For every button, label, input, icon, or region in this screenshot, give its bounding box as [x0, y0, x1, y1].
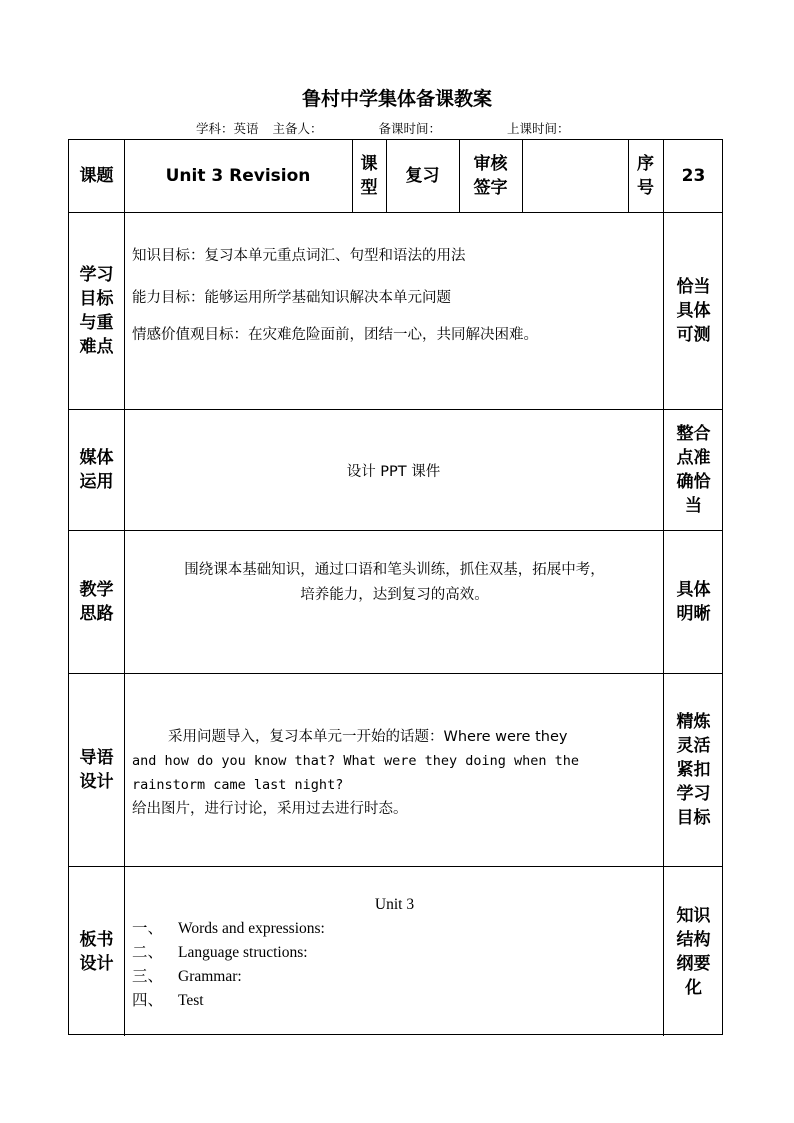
- approach-line-1: 围绕课本基础知识，通过口语和笔头训练，抓住双基，拓展中考，: [184, 562, 605, 578]
- review-label: 审核签字: [473, 154, 508, 198]
- approach-line-2: 培养能力，达到复习的高效。: [300, 587, 489, 603]
- media-label: 媒体运用: [79, 448, 114, 492]
- board-item-text: Language structions:: [178, 944, 308, 961]
- review-value[interactable]: [522, 140, 628, 212]
- board-item-num: 三、: [132, 968, 164, 985]
- intro-side-note: 精炼灵活紧扣学习目标: [676, 712, 711, 828]
- lesson-plan-table: [68, 139, 723, 1035]
- board-item: [132, 941, 657, 965]
- board-side-note: 知识结构纲要化: [676, 905, 711, 998]
- emotion-goal: 情感价值观目标：在灾难危险面前，团结一心，共同解决困难。: [132, 327, 538, 343]
- row-board: [69, 867, 722, 1036]
- type-label: 课型: [360, 154, 378, 198]
- intro-content: [132, 725, 660, 821]
- class-time-label: 上课时间：: [506, 121, 570, 136]
- subject-label: 学科：英语: [196, 121, 259, 136]
- board-item: [132, 917, 657, 941]
- board-item-num: 二、: [132, 944, 164, 961]
- knowledge-goal: 知识目标：复习本单元重点词汇、句型和语法的用法: [132, 248, 466, 264]
- goals-side-note: 恰当具体可测: [676, 277, 711, 345]
- row-topic: [69, 140, 722, 213]
- board-item-num: 四、: [132, 992, 164, 1009]
- media-content: 设计 PPT 课件: [346, 463, 441, 480]
- intro-line-1: 采用问题导入，复习本单元一开始的话题：Where were they: [168, 729, 568, 745]
- board-item-num: 一、: [132, 920, 164, 937]
- goals-content: [132, 246, 662, 346]
- prep-time-label: 备课时间：: [378, 121, 441, 136]
- media-side-note: 整合点准确恰当: [676, 424, 711, 516]
- board-item: [132, 989, 657, 1013]
- intro-line-3: rainstorm came last night?: [132, 777, 344, 793]
- board-item-text: Words and expressions:: [178, 920, 325, 937]
- type-value: 复习: [405, 166, 440, 186]
- intro-label: 导语设计: [79, 748, 114, 792]
- ability-goal: 能力目标：能够运用所学基础知识解决本单元问题: [132, 290, 451, 306]
- page-title: 鲁村中学集体备课教案: [301, 88, 492, 110]
- header-meta: [196, 119, 569, 137]
- preparer-label: 主备人：: [272, 121, 323, 136]
- seq-label: 序号: [637, 154, 654, 198]
- approach-side-note: 具体明晰: [676, 580, 711, 624]
- seq-value: 23: [681, 166, 706, 186]
- board-item-text: Grammar:: [178, 968, 242, 985]
- intro-line-4: 给出图片，进行讨论，采用过去进行时态。: [132, 801, 408, 817]
- board-item-text: Test: [178, 992, 204, 1009]
- intro-line-2: and how do you know that? What were they doing when the: [132, 753, 580, 769]
- row-media: [69, 410, 722, 531]
- topic-value: Unit 3 Revision: [165, 166, 311, 186]
- board-heading: Unit 3: [374, 896, 415, 913]
- approach-label: 教学思路: [79, 580, 114, 624]
- row-intro: [69, 674, 722, 867]
- row-goals: [69, 213, 722, 410]
- row-approach: [69, 531, 722, 674]
- topic-label: 课题: [79, 166, 114, 186]
- approach-content: [132, 558, 657, 608]
- board-label: 板书设计: [79, 929, 114, 974]
- board-item: [132, 965, 657, 989]
- board-content: [132, 893, 657, 1013]
- goals-label: 学习目标与重难点: [79, 265, 114, 357]
